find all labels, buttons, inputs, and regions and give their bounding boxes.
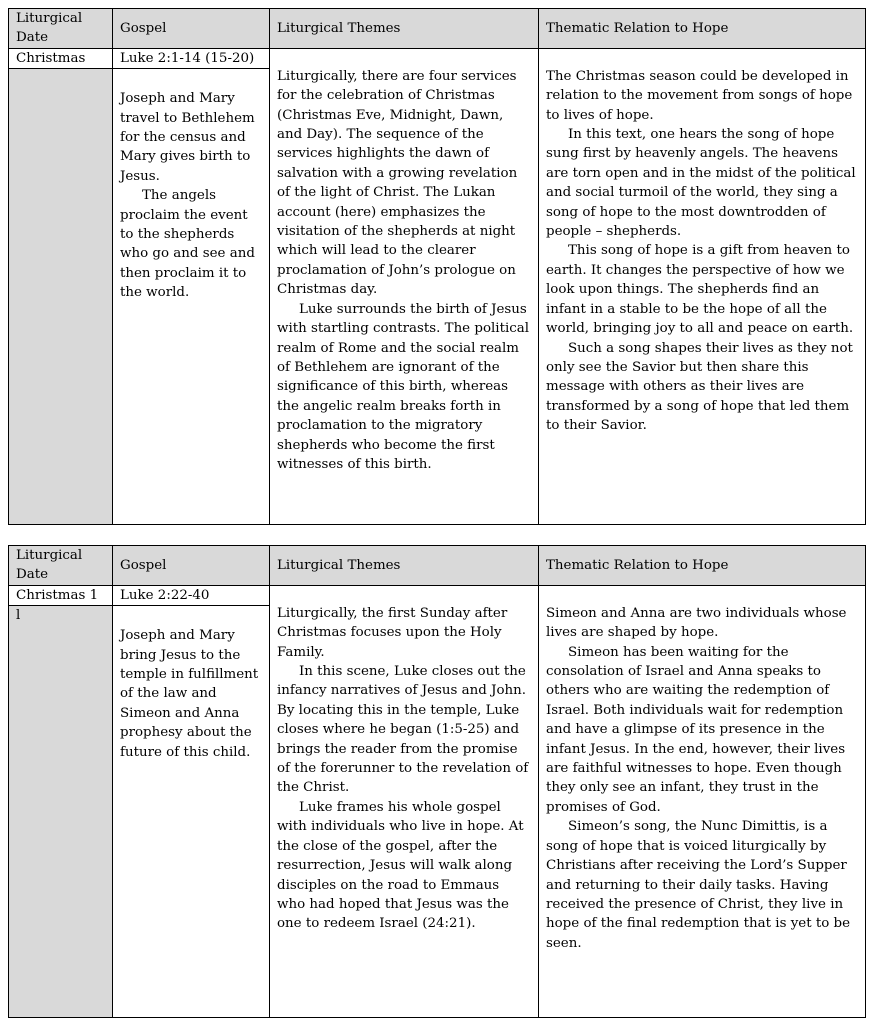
themes-paragraph: Luke frames his whole gospel with individuals who live in hope. At the close of the gospel, after the resurrection, Jesus will walk along disciples on the road to Emmaus who had hoped that Jesus was the one to redeem Israel (24:21). — [277, 799, 524, 932]
gospel-reference: Luke 2:1-14 (15-20) — [113, 48, 270, 68]
header-thematic-relation: Thematic Relation to Hope — [539, 9, 866, 49]
header-liturgical-date: Liturgical Date — [9, 546, 113, 586]
gospel-summary-paragraph: Joseph and Mary travel to Bethlehem for the census and Mary gives birth to Jesus. — [120, 91, 255, 184]
hope-paragraph: Simeon’s song, the Nunc Dimittis, is a song of hope that is voiced liturgically by Christians after receiving the Lord’s Supper and returning to their daily tasks. Having received the presence of Christ, they live in hope of the final redemption that is yet to be seen. — [546, 819, 851, 951]
lectionary-table-christmas-1 — [8, 545, 866, 1018]
date-shaded-cell: l — [9, 606, 113, 1018]
hope-relation-cell — [539, 48, 866, 524]
header-liturgical-themes: Liturgical Themes — [270, 9, 539, 49]
table-header-row — [9, 9, 866, 49]
gospel-summary-paragraph: The angels proclaim the event to the shepherds who go and see and then proclaim it to the world. — [120, 188, 255, 301]
lectionary-table-christmas — [8, 8, 866, 525]
hope-paragraph: Such a song shapes their lives as they not only see the Savior but then share this message with others as their lives are transformed by a song of hope that led them to their Savior. — [546, 340, 853, 434]
gospel-summary-cell — [113, 606, 270, 1018]
header-gospel: Gospel — [113, 546, 270, 586]
liturgical-date: Christmas 1 — [9, 585, 113, 605]
table-row — [9, 585, 866, 605]
hope-paragraph: Simeon and Anna are two individuals whose lives are shaped by hope. — [546, 605, 847, 641]
hope-paragraph: Simeon has been waiting for the consolation of Israel and Anna speaks to others who are waiting the redemption of Israel. Both individuals wait for redemption and have a glimpse of its presence in the infant Jesus. In the end, however, their lives are faithful witnesses to hope. Even though they only see an infant, they trust in the promises of God. — [546, 644, 846, 815]
themes-paragraph: In this scene, Luke closes out the infancy narratives of Jesus and John. By locating this in the temple, Luke closes where he began (1:5-25) and brings the reader from the promise of the forerunner to the revelation of the Christ. — [277, 664, 529, 796]
liturgical-date: Christmas — [9, 48, 113, 68]
hope-paragraph: The Christmas season could be developed in relation to the movement from songs of hope to lives of hope. — [546, 68, 853, 123]
hope-paragraph: In this text, one hears the song of hope sung first by heavenly angels. The heavens are torn open and in the midst of the political and social turmoil of the world, they sing a song of hope to the most downtrodden of people – shepherds. — [546, 127, 856, 240]
themes-paragraph: Luke surrounds the birth of Jesus with startling contrasts. The political realm of Rome and the social realm of Bethlehem are ignorant of the significance of this birth, whereas the angelic realm breaks forth in proclamation to the migratory shepherds who become the first witnesses of this birth. — [277, 301, 529, 472]
header-gospel: Gospel — [113, 9, 270, 49]
themes-paragraph: Liturgically, the first Sunday after Christmas focuses upon the Holy Family. — [277, 605, 508, 660]
gospel-summary-paragraph: Joseph and Mary bring Jesus to the temple in fulfillment of the law and Simeon and Anna prophesy about the future of this child. — [120, 628, 259, 760]
table-header-row — [9, 546, 866, 586]
gospel-summary-cell — [113, 69, 270, 525]
liturgical-themes-cell — [270, 48, 539, 524]
gospel-reference: Luke 2:22-40 — [113, 585, 270, 605]
header-liturgical-themes: Liturgical Themes — [270, 546, 539, 586]
date-shaded-cell — [9, 69, 113, 525]
hope-paragraph: This song of hope is a gift from heaven to earth. It changes the perspective of how we look upon things. The shepherds find an infant in a stable to be the hope of all the world, bringing joy to all and peace on earth. — [546, 243, 854, 337]
themes-paragraph: Liturgically, there are four services for the celebration of Christmas (Christmas Eve, Midnight, Dawn, and Day). The sequence of the services highlights the dawn of salvation with a growing revelation of the light of Christ. The Lukan account (here) emphasizes the visitation of the shepherds at night which will lead to the clearer proclamation of John’s prologue on Christmas day. — [277, 68, 518, 298]
liturgical-themes-cell — [270, 585, 539, 1017]
header-liturgical-date: Liturgical Date — [9, 9, 113, 49]
hope-relation-cell — [539, 585, 866, 1017]
header-thematic-relation: Thematic Relation to Hope — [539, 546, 866, 586]
table-row — [9, 48, 866, 68]
